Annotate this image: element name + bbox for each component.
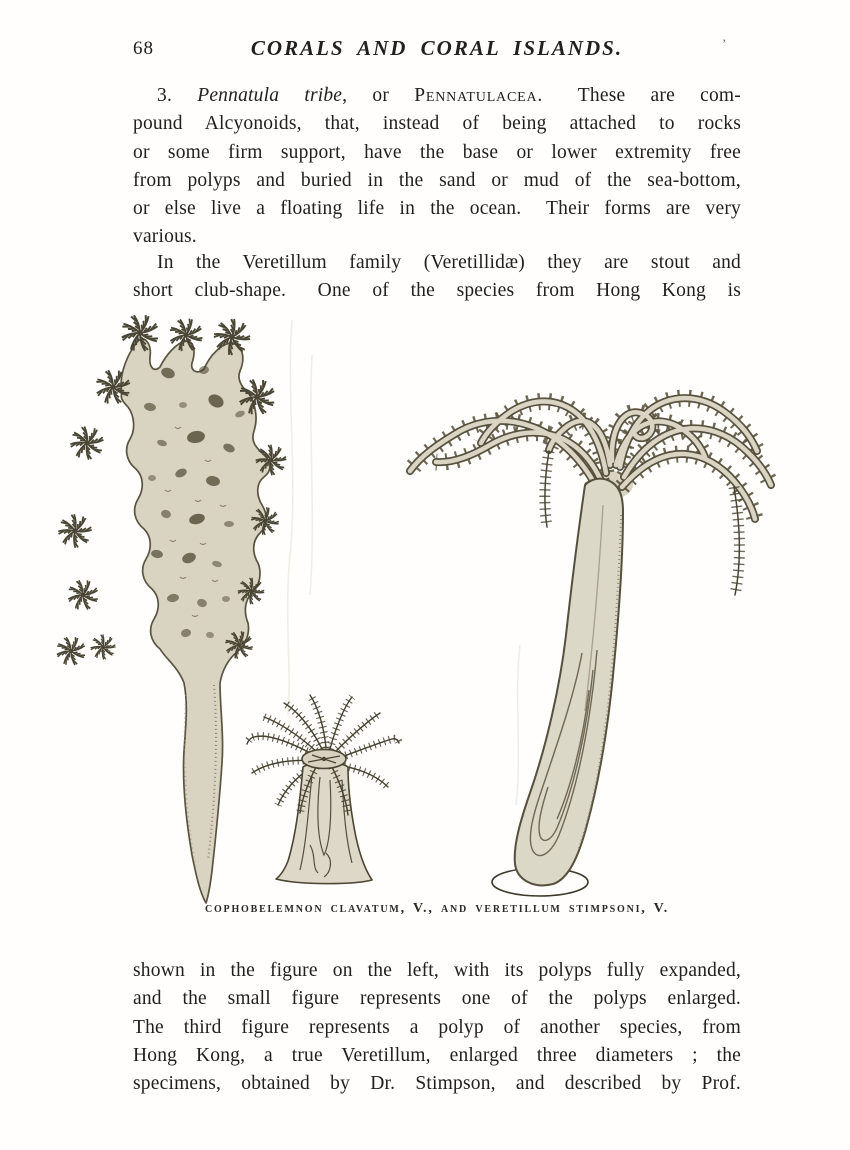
paragraph-figure-description: [133, 957, 741, 1098]
text-line: specimens, obtained by Dr. Stimpson, and described by Prof.: [133, 1073, 741, 1095]
paper-crease: [310, 355, 312, 595]
text-line: 3. Pennatula tribe, or Pennatulacea. These are com-: [157, 85, 741, 106]
text-line: Hong Kong, a true Veretillum, enlarged three diameters ; the: [133, 1044, 741, 1066]
figure-caption: cophobelemnon clavatum, V., and veretillum stimpsoni, V.: [204, 901, 670, 916]
paper-crease: [288, 320, 293, 715]
text-line: The third figure represents a polyp of another species, from: [133, 1016, 741, 1038]
scan-speck: ’: [722, 36, 727, 51]
paragraph-veretillum-family: [133, 249, 741, 306]
text-line: shown in the figure on the left, with its polyps fully expanded,: [133, 960, 741, 981]
text-line: and the small figure represents one of the polyps enlarged.: [133, 988, 741, 1010]
paragraph-pennatula-tribe: [133, 82, 741, 252]
text-line: In the Veretillum family (Veretillidæ) they are stout and: [157, 252, 741, 273]
figure-veretillum-stimpsoni: [410, 398, 771, 896]
veretillum-trunk: [515, 479, 623, 886]
running-title: CORALS AND CORAL ISLANDS.: [250, 36, 624, 60]
coral-figures-svg: [0, 315, 850, 915]
figure-polyp-enlarged: [247, 695, 399, 884]
figure-illustration: [0, 315, 850, 915]
paper-crease: [516, 645, 520, 805]
figure-cophobelemnon-clavatum: [52, 315, 292, 903]
text-line: short club-shape. One of the species from Hong Kong is: [133, 280, 741, 302]
text-line: from polyps and buried in the sand or mud of the sea-bottom,: [133, 169, 741, 191]
text-line: or else live a floating life in the ocean. Their forms are very: [133, 198, 741, 220]
text-line: pound Alcyonoids, that, instead of being attached to rocks: [133, 113, 741, 135]
text-line: or some firm support, have the base or lower extremity free: [133, 141, 741, 163]
polyp-trunk: [276, 763, 372, 884]
page-number: 68: [133, 38, 154, 59]
text-line: various.: [133, 226, 197, 248]
